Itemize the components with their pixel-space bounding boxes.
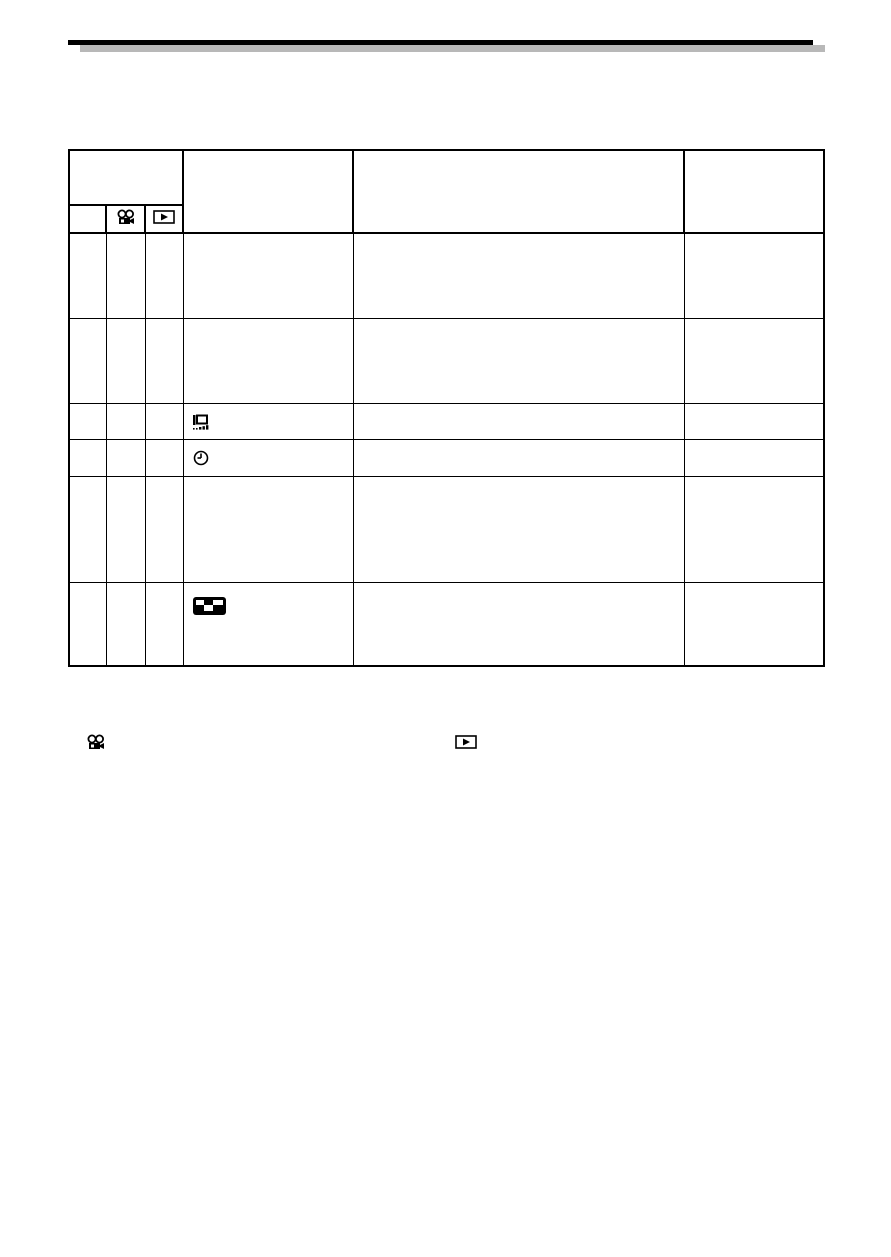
card-cell <box>69 582 106 666</box>
camera-column-header <box>106 205 145 233</box>
play-cell <box>145 318 183 403</box>
play-cell <box>145 439 183 476</box>
description-cell <box>353 582 684 666</box>
table-row <box>69 476 824 582</box>
default-cell <box>684 233 824 318</box>
default-cell <box>684 403 824 439</box>
camera-mode-icon <box>86 734 106 753</box>
mode-header <box>69 150 183 205</box>
card-cell <box>69 439 106 476</box>
default-column-header <box>684 150 824 233</box>
clock-icon <box>193 450 209 470</box>
settings-table <box>68 149 825 667</box>
camera-mode-legend <box>86 733 112 753</box>
setting-column-header <box>183 150 353 233</box>
camera-mode-icon <box>116 209 136 229</box>
play-cell <box>145 582 183 666</box>
setting-cell <box>183 476 353 582</box>
table-row <box>69 233 824 318</box>
description-cell <box>353 318 684 403</box>
play-mode-legend <box>455 733 483 753</box>
setting-cell <box>183 318 353 403</box>
default-cell <box>684 318 824 403</box>
setting-cell <box>183 403 353 439</box>
demo-mode-icon <box>193 597 226 619</box>
description-cell <box>353 439 684 476</box>
wide-screen-icon <box>193 414 209 434</box>
play-cell <box>145 233 183 318</box>
default-cell <box>684 476 824 582</box>
table-row <box>69 582 824 666</box>
camera-cell <box>106 233 145 318</box>
header-shadow <box>80 45 825 52</box>
camera-cell <box>106 439 145 476</box>
card-cell <box>69 233 106 318</box>
setting-cell <box>183 233 353 318</box>
camera-cell <box>106 403 145 439</box>
description-cell <box>353 403 684 439</box>
camera-cell <box>106 318 145 403</box>
play-cell <box>145 403 183 439</box>
description-cell <box>353 233 684 318</box>
table-row <box>69 439 824 476</box>
setting-cell <box>183 582 353 666</box>
description-cell <box>353 476 684 582</box>
card-cell <box>69 318 106 403</box>
card-cell <box>69 403 106 439</box>
table-row <box>69 318 824 403</box>
card-column-header <box>69 205 106 233</box>
play-mode-icon <box>455 735 477 752</box>
camera-cell <box>106 476 145 582</box>
table-row <box>69 403 824 439</box>
play-column-header <box>145 205 183 233</box>
card-cell <box>69 476 106 582</box>
setting-cell <box>183 439 353 476</box>
header-rule <box>68 40 813 45</box>
camera-cell <box>106 582 145 666</box>
play-mode-icon <box>153 210 175 228</box>
default-cell <box>684 439 824 476</box>
play-cell <box>145 476 183 582</box>
description-column-header <box>353 150 684 233</box>
default-cell <box>684 582 824 666</box>
